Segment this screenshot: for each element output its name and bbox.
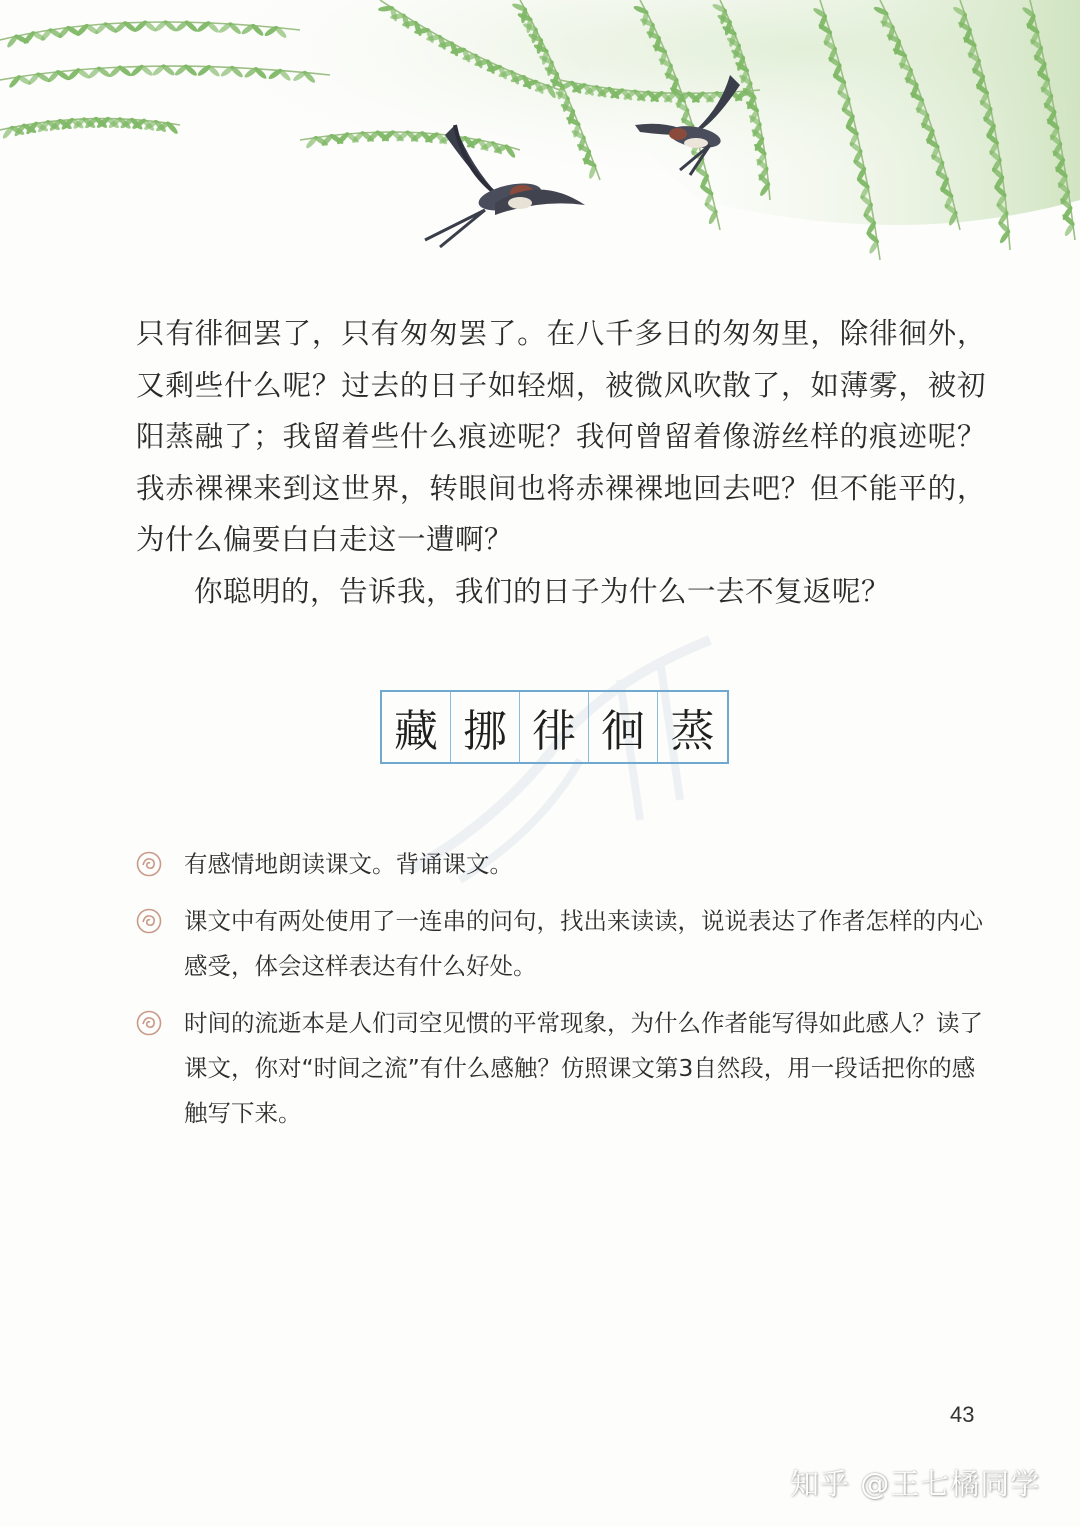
exercise-item	[136, 842, 996, 887]
site-watermark: 知乎 @王七橘同学	[790, 1467, 1041, 1501]
vocab-char: 挪	[451, 692, 520, 762]
swirl-bullet-icon	[136, 1010, 162, 1036]
exercise-item	[136, 1001, 996, 1136]
vocab-char: 徘	[520, 692, 589, 762]
vocabulary-characters	[380, 690, 729, 764]
page-number: 43	[950, 1402, 975, 1427]
vocab-char: 蒸	[670, 706, 715, 757]
swirl-bullet-icon	[136, 851, 162, 877]
vocab-char: 徊	[589, 692, 658, 762]
exercise-text: 有感情地朗读课文。背诵课文。	[184, 850, 513, 878]
body-paragraph-1: 只有徘徊罢了，只有匆匆罢了。在八千多日的匆匆里，除徘徊外，又剩些什么呢？过去的日子如轻烟，被微风吹散了，如薄雾，被初阳蒸融了；我留着些什么痕迹呢？我何曾留着像游丝样的痕迹呢？我赤裸裸来到这世界，转眼间也将赤裸裸地回去吧？但不能平的，为什么偏要白白走这一遭啊？	[136, 317, 986, 556]
exercise-list	[136, 842, 996, 1148]
vocab-char: 藏	[382, 692, 451, 762]
exercise-text: 课文中有两处使用了一连串的问句，找出来读读，说说表达了作者怎样的内心感受，体会这样表达有什么好处。	[184, 907, 983, 980]
lesson-text	[136, 308, 986, 617]
body-paragraph-2: 你聪明的，告诉我，我们的日子为什么一去不复返呢？	[194, 574, 891, 608]
exercise-text: 时间的流逝本是人们司空见惯的平常现象，为什么作者能写得如此感人？读了课文，你对“时间之流”有什么感触？仿照课文第3自然段，用一段话把你的感触写下来。	[184, 1009, 983, 1127]
willow-swallow-illustration	[0, 0, 1080, 280]
exercise-item	[136, 899, 996, 989]
swirl-bullet-icon	[136, 908, 162, 934]
